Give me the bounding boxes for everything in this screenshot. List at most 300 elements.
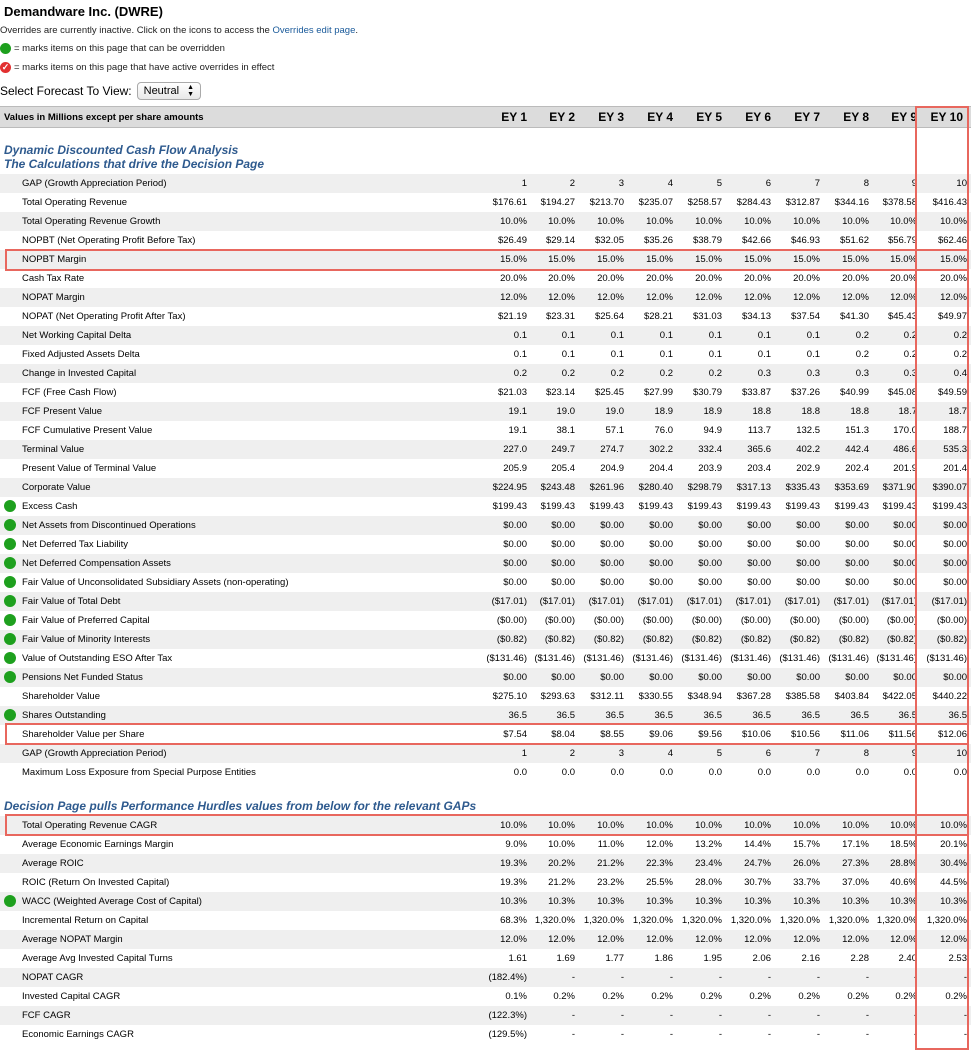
table-cell: 15.0% (500, 254, 527, 265)
table-cell: 9.0% (505, 839, 527, 850)
table-cell: $33.87 (741, 387, 771, 398)
row-label: NOPAT CAGR (22, 972, 84, 983)
table-cell: 10.0% (500, 216, 527, 227)
row-label: Invested Capital CAGR (22, 991, 121, 1002)
table-cell: 36.5 (850, 710, 869, 721)
row-label: NOPBT (Net Operating Profit Before Tax) (22, 235, 196, 246)
table-cell: $0.00 (747, 558, 771, 569)
table-cell: 28.0% (695, 877, 722, 888)
table-cell: $8.55 (600, 729, 624, 740)
table-cell: $0.00 (747, 672, 771, 683)
table-row (0, 497, 971, 516)
override-dot-icon[interactable] (4, 709, 16, 721)
table-row (0, 535, 971, 554)
table-cell: ($0.82) (642, 634, 673, 645)
table-cell: $37.26 (790, 387, 820, 398)
row-label: Corporate Value (22, 482, 91, 493)
table-cell: - (767, 1029, 771, 1040)
row-label: WACC (Weighted Average Cost of Capital) (22, 896, 202, 907)
table-cell: $0.00 (893, 577, 917, 588)
table-cell: $367.28 (736, 691, 771, 702)
table-cell: $275.10 (492, 691, 527, 702)
table-cell: ($131.46) (828, 653, 869, 664)
section-hurdles-line1: Decision Page pulls Performance Hurdles values from below for the relevant GAPs (4, 799, 477, 813)
table-cell: 19.0 (556, 406, 575, 417)
legend-overridable (0, 43, 225, 54)
table-cell: 10.3% (500, 896, 527, 907)
table-cell: ($0.00) (886, 615, 917, 626)
table-cell: 12.0% (500, 292, 527, 303)
table-cell: $0.00 (600, 577, 624, 588)
table-cell: 1,320.0% (681, 915, 722, 926)
table-cell: $0.00 (845, 539, 869, 550)
table-cell: 20.1% (940, 839, 967, 850)
table-cell: 20.0% (793, 273, 820, 284)
table-cell: $9.56 (698, 729, 722, 740)
table-cell: $10.56 (790, 729, 820, 740)
table-cell: 10.0% (646, 820, 673, 831)
table-cell: 15.0% (695, 254, 722, 265)
table-row (0, 592, 971, 611)
table-cell: 188.7 (943, 425, 967, 436)
table-cell: 8 (863, 178, 869, 189)
table-cell: $41.30 (839, 311, 869, 322)
table-cell: $0.00 (503, 577, 527, 588)
row-label: Average Avg Invested Capital Turns (22, 953, 173, 964)
table-cell: - (571, 972, 575, 983)
table-cell: $280.40 (638, 482, 673, 493)
table-cell: 10.3% (597, 896, 624, 907)
table-cell: 0.1 (757, 330, 771, 341)
table-row (0, 763, 971, 782)
table-cell: 19.3% (500, 858, 527, 869)
table-cell: 12.0% (793, 934, 820, 945)
year-header: EY 1 (501, 110, 527, 124)
row-label: GAP (Growth Appreciation Period) (22, 178, 167, 189)
table-row (0, 421, 971, 440)
override-dot-icon[interactable] (4, 633, 16, 645)
year-header: EY 8 (843, 110, 869, 124)
override-dot-icon[interactable] (4, 576, 16, 588)
table-cell: ($131.46) (486, 653, 527, 664)
row-label: Cash Tax Rate (22, 273, 85, 284)
table-cell: $330.55 (638, 691, 673, 702)
table-cell: 0.0 (659, 767, 673, 778)
table-row (0, 873, 971, 892)
table-cell: 0.2 (855, 330, 869, 341)
row-label: Average Economic Earnings Margin (22, 839, 174, 850)
table-cell: 12.0% (646, 292, 673, 303)
green-dot-icon (0, 43, 11, 54)
table-cell: 36.5 (703, 710, 722, 721)
table-cell: ($17.01) (931, 596, 967, 607)
table-cell: ($17.01) (686, 596, 722, 607)
table-cell: ($0.00) (936, 615, 967, 626)
table-cell: 1.77 (605, 953, 624, 964)
table-cell: $0.00 (600, 558, 624, 569)
table-cell: 12.0% (744, 292, 771, 303)
table-cell: $298.79 (687, 482, 722, 493)
table-cell: 10 (956, 178, 967, 189)
table-cell: - (963, 972, 967, 983)
table-cell: $422.05 (882, 691, 917, 702)
table-cell: ($0.82) (496, 634, 527, 645)
table-row (0, 307, 971, 326)
row-label: Economic Earnings CAGR (22, 1029, 134, 1040)
table-cell: 36.5 (752, 710, 771, 721)
table-cell: 1,320.0% (583, 915, 624, 926)
table-cell: 20.0% (695, 273, 722, 284)
table-cell: ($17.01) (491, 596, 527, 607)
table-cell: $26.49 (497, 235, 527, 246)
table-cell: 4 (667, 748, 673, 759)
table-cell: $23.14 (545, 387, 575, 398)
table-cell: $0.00 (649, 672, 673, 683)
table-cell: 3 (618, 178, 624, 189)
table-cell: $199.43 (834, 501, 869, 512)
table-cell: 10.3% (793, 896, 820, 907)
table-header (0, 106, 971, 128)
table-cell: 5 (716, 178, 722, 189)
table-cell: $0.00 (551, 672, 575, 683)
table-cell: $0.00 (943, 558, 967, 569)
table-cell: 0.1 (610, 349, 624, 360)
table-cell: $284.43 (736, 197, 771, 208)
row-label: Shareholder Value per Share (22, 729, 145, 740)
table-cell: $385.58 (785, 691, 820, 702)
table-cell: 19.0 (605, 406, 624, 417)
year-header: EY 2 (549, 110, 575, 124)
table-cell: 20.0% (940, 273, 967, 284)
table-cell: $30.79 (692, 387, 722, 398)
table-cell: $224.95 (492, 482, 527, 493)
row-label: Change in Invested Capital (22, 368, 137, 379)
table-cell: 15.0% (744, 254, 771, 265)
table-cell: 11.0% (597, 839, 624, 850)
overrides-info (0, 25, 358, 36)
table-cell: $0.00 (796, 539, 820, 550)
table-cell: - (669, 1029, 673, 1040)
table-cell: $0.00 (551, 558, 575, 569)
table-cell: 20.0% (548, 273, 575, 284)
table-cell: 201.4 (943, 463, 967, 474)
table-cell: 24.7% (744, 858, 771, 869)
table-cell: 30.4% (940, 858, 967, 869)
table-cell: 10.0% (695, 820, 722, 831)
table-row (0, 174, 971, 193)
table-cell: - (571, 1029, 575, 1040)
table-cell: $0.00 (698, 539, 722, 550)
table-cell: $199.43 (638, 501, 673, 512)
forecast-select[interactable] (137, 82, 201, 100)
table-cell: $0.00 (503, 558, 527, 569)
table-cell: 2.53 (948, 953, 967, 964)
row-label: Total Operating Revenue Growth (22, 216, 161, 227)
table-cell: 15.0% (940, 254, 967, 265)
table-cell: 0.2 (513, 368, 527, 379)
table-cell: 10.0% (597, 216, 624, 227)
table-cell: 10.3% (548, 896, 575, 907)
table-cell: 0.1 (561, 349, 575, 360)
table-cell: 1.69 (556, 953, 575, 964)
table-cell: 202.4 (845, 463, 869, 474)
table-cell: 205.4 (551, 463, 575, 474)
table-cell: $0.00 (845, 558, 869, 569)
table-cell: 20.0% (597, 273, 624, 284)
table-cell: 12.0% (940, 934, 967, 945)
year-header: EY 6 (745, 110, 771, 124)
table-cell: 1.95 (703, 953, 722, 964)
table-cell: 10.0% (940, 216, 967, 227)
table-cell: 0.2 (610, 368, 624, 379)
table-cell: 0.2% (602, 991, 624, 1002)
table-cell: 10.3% (890, 896, 917, 907)
table-cell: 0.1 (659, 349, 673, 360)
table-cell: 204.4 (649, 463, 673, 474)
table-cell: 21.2% (597, 858, 624, 869)
table-cell: $335.43 (785, 482, 820, 493)
table-cell: 10.3% (646, 896, 673, 907)
table-cell: - (865, 1010, 869, 1021)
table-cell: ($0.00) (593, 615, 624, 626)
table-cell: $10.06 (741, 729, 771, 740)
table-cell: 0.1 (708, 349, 722, 360)
table-cell: 18.8 (752, 406, 771, 417)
table-cell: ($17.01) (784, 596, 820, 607)
section-hurdles-title (4, 799, 476, 813)
table-cell: 22.3% (646, 858, 673, 869)
table-cell: 12.0% (744, 934, 771, 945)
table-cell: (129.5%) (488, 1029, 527, 1040)
table-cell: 12.0% (842, 292, 869, 303)
table-cell: ($0.00) (642, 615, 673, 626)
table-cell: 10.0% (940, 820, 967, 831)
table-cell: 18.8 (850, 406, 869, 417)
table-cell: 17.1% (842, 839, 869, 850)
table-cell: 0.2 (903, 330, 917, 341)
table-cell: - (669, 972, 673, 983)
table-cell: 0.1 (513, 349, 527, 360)
table-cell: $35.26 (643, 235, 673, 246)
table-cell: $0.00 (747, 539, 771, 550)
table-cell: $0.00 (893, 558, 917, 569)
table-cell: 0.2 (855, 349, 869, 360)
table-cell: 0.3 (903, 368, 917, 379)
table-cell: 2 (569, 748, 575, 759)
table-cell: $38.79 (692, 235, 722, 246)
table-cell: 38.1 (556, 425, 575, 436)
table-cell: $0.00 (649, 577, 673, 588)
table-cell: $403.84 (834, 691, 869, 702)
table-cell: 12.0% (793, 292, 820, 303)
table-cell: ($17.01) (881, 596, 917, 607)
table-cell: 0.2% (945, 991, 967, 1002)
table-cell: 442.4 (845, 444, 869, 455)
table-cell: 12.0% (548, 934, 575, 945)
table-cell: 15.7% (793, 839, 820, 850)
table-cell: $0.00 (747, 577, 771, 588)
table-cell: 0.2% (895, 991, 917, 1002)
table-cell: 0.1 (708, 330, 722, 341)
table-cell: 7 (814, 178, 820, 189)
table-cell: 36.5 (898, 710, 917, 721)
table-cell: 12.0% (500, 934, 527, 945)
table-cell: 20.0% (500, 273, 527, 284)
table-cell: $416.43 (932, 197, 967, 208)
row-label: Net Deferred Tax Liability (22, 539, 128, 550)
table-cell: 0.2% (651, 991, 673, 1002)
table-cell: 274.7 (600, 444, 624, 455)
table-row (0, 1006, 971, 1025)
table-cell: 10.0% (793, 216, 820, 227)
table-cell: $11.56 (888, 729, 917, 740)
overrides-edit-link[interactable]: Overrides edit page (272, 25, 356, 36)
table-cell: $235.07 (638, 197, 673, 208)
table-cell: 203.9 (698, 463, 722, 474)
table-cell: 10.0% (695, 216, 722, 227)
table-cell: 18.9 (654, 406, 673, 417)
table-cell: 201.9 (893, 463, 917, 474)
legend-active (0, 62, 274, 73)
table-cell: ($0.82) (544, 634, 575, 645)
table-cell: - (620, 1029, 624, 1040)
row-label: Shares Outstanding (22, 710, 106, 721)
table-cell: $261.96 (589, 482, 624, 493)
table-cell: ($0.00) (544, 615, 575, 626)
table-cell: $348.94 (687, 691, 722, 702)
table-cell: $27.99 (643, 387, 673, 398)
table-cell: $31.03 (692, 311, 722, 322)
table-cell: 0.2 (903, 349, 917, 360)
table-row (0, 744, 971, 763)
table-cell: 10.0% (646, 216, 673, 227)
section-dcf-line2: The Calculations that drive the Decision Page (4, 157, 265, 171)
table-cell: 486.6 (893, 444, 917, 455)
table-cell: 0.0 (561, 767, 575, 778)
table-cell: $0.00 (893, 539, 917, 550)
row-label: Fair Value of Total Debt (22, 596, 121, 607)
table-cell: ($0.00) (691, 615, 722, 626)
table-cell: 1.86 (654, 953, 673, 964)
row-label: Fixed Adjusted Assets Delta (22, 349, 140, 360)
table-cell: $11.06 (840, 729, 869, 740)
table-cell: - (620, 1010, 624, 1021)
table-row (0, 288, 971, 307)
table-cell: $21.19 (497, 311, 527, 322)
table-cell: $23.31 (545, 311, 575, 322)
overrides-info-end: . (355, 25, 359, 36)
table-cell: $0.00 (893, 520, 917, 531)
override-dot-icon[interactable] (4, 595, 16, 607)
override-dot-icon[interactable] (4, 519, 16, 531)
table-row (0, 326, 971, 345)
table-cell: $344.16 (834, 197, 869, 208)
table-cell: 57.1 (605, 425, 624, 436)
table-cell: 0.2% (700, 991, 722, 1002)
table-cell: 1,320.0% (730, 915, 771, 926)
table-cell: 26.0% (793, 858, 820, 869)
override-dot-icon[interactable] (4, 538, 16, 550)
table-cell: $317.13 (736, 482, 771, 493)
row-label: Shareholder Value (22, 691, 100, 702)
table-cell: $45.43 (887, 311, 917, 322)
table-row (0, 402, 971, 421)
table-cell: $34.13 (741, 311, 771, 322)
table-cell: 0.2% (847, 991, 869, 1002)
table-cell: - (865, 972, 869, 983)
override-dot-icon[interactable] (4, 500, 16, 512)
table-cell: 9 (911, 178, 917, 189)
table-cell: $312.11 (590, 691, 624, 702)
table-cell: - (816, 972, 820, 983)
table-cell: $199.43 (540, 501, 575, 512)
year-header: EY 3 (598, 110, 624, 124)
override-dot-icon[interactable] (4, 895, 16, 907)
table-cell: 19.3% (500, 877, 527, 888)
table-cell: 12.0% (695, 934, 722, 945)
table-cell: 0.2 (708, 368, 722, 379)
table-cell: $0.00 (649, 539, 673, 550)
override-dot-icon[interactable] (4, 614, 16, 626)
table-cell: $258.57 (687, 197, 722, 208)
table-cell: $213.70 (589, 197, 624, 208)
table-cell: $390.07 (932, 482, 967, 493)
override-dot-icon[interactable] (4, 671, 16, 683)
override-dot-icon[interactable] (4, 557, 16, 569)
table-cell: 20.0% (646, 273, 673, 284)
override-dot-icon[interactable] (4, 652, 16, 664)
table-cell: ($17.01) (588, 596, 624, 607)
table-cell: $32.05 (594, 235, 624, 246)
table-cell: 36.5 (654, 710, 673, 721)
table-cell: ($131.46) (876, 653, 917, 664)
table-cell: 10.0% (597, 820, 624, 831)
table-cell: $8.04 (551, 729, 575, 740)
table-cell: $0.00 (551, 520, 575, 531)
overrides-info-text: Overrides are currently inactive. Click on the icons to access the (0, 25, 273, 36)
table-cell: $0.00 (649, 558, 673, 569)
table-row (0, 687, 971, 706)
table-cell: 12.0% (890, 292, 917, 303)
table-cell: $49.59 (937, 387, 967, 398)
table-row (0, 630, 971, 649)
table-cell: $9.06 (649, 729, 673, 740)
table-cell: (122.3%) (488, 1010, 527, 1021)
table-cell: - (816, 1029, 820, 1040)
table-cell: $0.00 (893, 672, 917, 683)
table-cell: 15.0% (842, 254, 869, 265)
table-cell: 10.0% (548, 820, 575, 831)
table-cell: 0.1 (659, 330, 673, 341)
table-cell: - (963, 1029, 967, 1040)
table-row (0, 987, 971, 1006)
table-cell: $25.45 (594, 387, 624, 398)
table-cell: 1,320.0% (534, 915, 575, 926)
row-label: FCF Cumulative Present Value (22, 425, 153, 436)
table-cell: - (963, 1010, 967, 1021)
legend-red-text: = marks items on this page that have active overrides in effect (14, 62, 275, 73)
table-cell: ($131.46) (926, 653, 967, 664)
table-cell: $56.79 (887, 235, 917, 246)
table-cell: ($131.46) (534, 653, 575, 664)
table-cell: $0.00 (796, 520, 820, 531)
table-cell: 1 (521, 178, 527, 189)
table-row (0, 459, 971, 478)
table-cell: 0.2 (561, 368, 575, 379)
table-cell: 30.7% (744, 877, 771, 888)
table-cell: 227.0 (503, 444, 527, 455)
table-cell: $0.00 (943, 520, 967, 531)
